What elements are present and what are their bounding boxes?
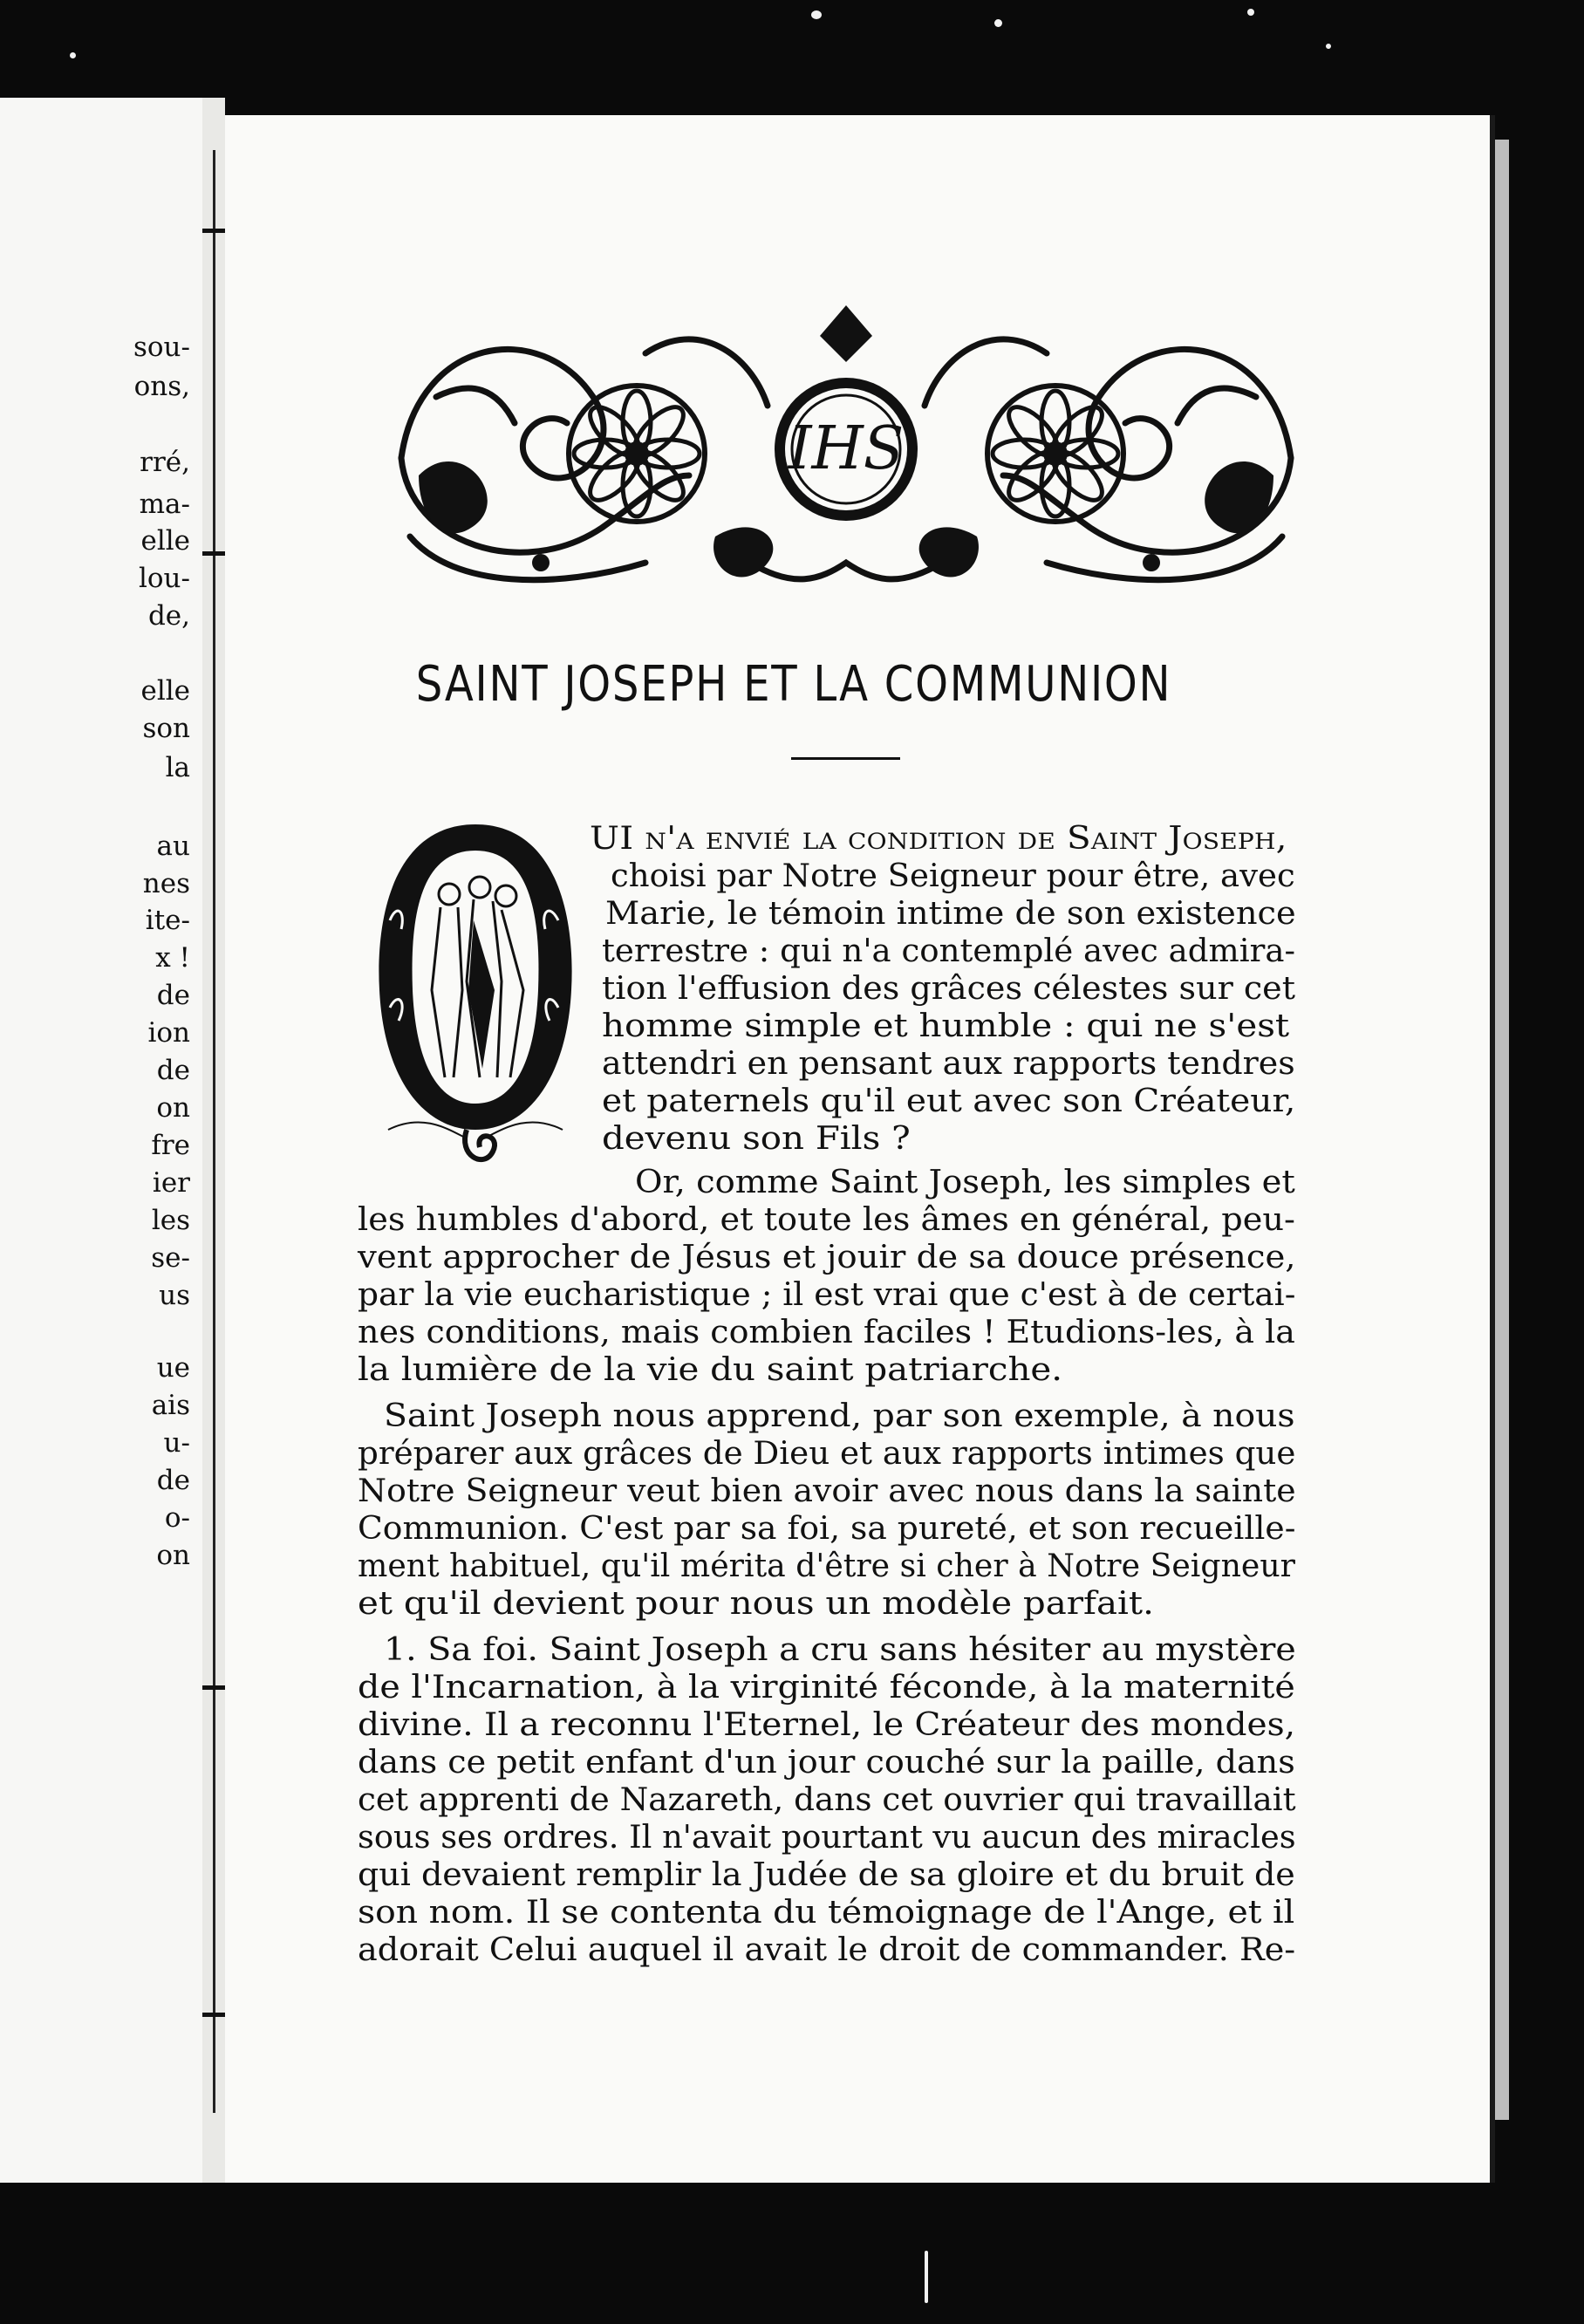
left-page-fragment: elle: [140, 675, 190, 707]
body-line: devenu son Fils ?: [602, 1121, 911, 1157]
left-page-fragment: ue: [156, 1352, 190, 1384]
left-page-fragment: lou-: [138, 563, 190, 594]
binding-stitch: [202, 2013, 225, 2017]
body-line: UI n'a envié la condition de Saint Joseph,: [590, 821, 1287, 857]
left-page-fragment: ier: [152, 1167, 190, 1199]
book-gutter: [202, 98, 225, 2183]
binding-stitch: [202, 551, 225, 556]
body-line: attendri en pensant aux rapports tendres: [602, 1046, 1295, 1082]
left-page-fragment: elle: [140, 525, 190, 557]
body-line: ment habituel, qu'il mérita d'être si cher à Notre Seigneur: [358, 1548, 1295, 1584]
body-line: choisi par Notre Seigneur pour être, avec: [611, 858, 1295, 894]
ihs-monogram: IHS: [788, 414, 905, 483]
binding-stitch: [202, 1685, 225, 1690]
scan-speck: [994, 19, 1002, 27]
left-page-fragment: sou-: [133, 332, 190, 363]
binding-thread: [213, 150, 215, 2113]
left-page-fragment: nes: [142, 868, 190, 899]
left-page-fragment: u-: [163, 1427, 190, 1459]
left-page-fragment: de: [156, 1465, 190, 1496]
page-edge: [1495, 140, 1509, 2120]
ornament-header: [384, 301, 1308, 598]
body-line: Or, comme Saint Joseph, les simples et: [635, 1165, 1295, 1200]
left-page-fragment: de: [156, 980, 190, 1011]
drop-cap-letter: Q: [475, 1021, 476, 1022]
body-line: homme simple et humble : qui ne s'est: [602, 1008, 1290, 1044]
scan-speck: [811, 10, 822, 19]
left-page-fragment: o-: [164, 1502, 190, 1534]
body-line: adorait Celui auquel il avait le droit de commander. Re-: [358, 1932, 1296, 1968]
body-line: et paternels qu'il eut avec son Créateur,: [602, 1083, 1296, 1119]
scan-speck: [1326, 44, 1331, 49]
body-line: terrestre : qui n'a contemplé avec admira-: [602, 933, 1295, 969]
left-page-fragment: son: [142, 713, 190, 744]
body-line: par la vie eucharistique ; il est vrai que c'est à de certai-: [358, 1277, 1296, 1313]
body-line: qui devaient remplir la Judée de sa gloire et du bruit de: [358, 1857, 1295, 1893]
scan-speck: [1247, 9, 1254, 16]
previous-page: [0, 98, 204, 2183]
left-page-fragment: de: [156, 1055, 190, 1086]
body-line: dans ce petit enfant d'un jour couché sur la paille, dans: [358, 1745, 1295, 1781]
left-page-fragment: ons,: [133, 371, 190, 402]
left-page-fragment: se-: [151, 1242, 190, 1274]
body-line: son nom. Il se contenta du témoignage de l'Ange, et il: [358, 1895, 1295, 1931]
body-line: cet apprenti de Nazareth, dans cet ouvrier qui travaillait: [358, 1782, 1296, 1818]
drop-cap-illustration: [371, 816, 580, 1175]
body-line: tion l'effusion des grâces célestes sur cet: [602, 971, 1295, 1007]
left-page-fragment: ais: [151, 1390, 190, 1421]
body-line: nes conditions, mais combien faciles ! Etudions-les, à la: [358, 1315, 1295, 1350]
body-line: vent approcher de Jésus et jouir de sa douce présence,: [358, 1240, 1296, 1275]
left-page-fragment: les: [151, 1205, 190, 1236]
left-page-fragment: ite-: [145, 905, 190, 936]
left-page-fragment: on: [156, 1092, 190, 1124]
title-rule: [791, 757, 900, 760]
body-line: et qu'il devient pour nous un modèle parfait.: [358, 1586, 1154, 1622]
left-page-fragment: on: [156, 1540, 190, 1571]
left-page-fragment: la: [165, 752, 190, 783]
left-page-fragment: au: [156, 830, 190, 862]
left-page-fragment: de,: [147, 600, 190, 632]
left-page-fragment: fre: [151, 1130, 190, 1161]
chapter-title: SAINT JOSEPH ET LA COMMUNION: [415, 656, 1172, 713]
body-line: de l'Incarnation, à la virginité féconde, à la maternité: [358, 1670, 1295, 1705]
left-page-fragment: ion: [147, 1017, 190, 1049]
binding-stitch: [202, 229, 225, 233]
body-line: 1. Sa foi. Saint Joseph a cru sans hésiter au mystère: [384, 1632, 1296, 1668]
body-line: préparer aux grâces de Dieu et aux rapports intimes que: [358, 1436, 1296, 1472]
scan-speck: [70, 52, 76, 58]
body-line: Notre Seigneur veut bien avoir avec nous dans la sainte: [358, 1473, 1296, 1509]
body-line: Marie, le témoin intime de son existence: [605, 896, 1296, 932]
left-page-fragment: ma-: [139, 489, 190, 520]
left-page-fragment: x !: [155, 942, 190, 974]
body-line: sous ses ordres. Il n'avait pourtant vu aucun des miracles: [358, 1820, 1296, 1856]
body-line: Communion. C'est par sa foi, sa pureté, et son recueille-: [358, 1511, 1296, 1547]
left-page-fragment: us: [159, 1280, 190, 1311]
body-line: la lumière de la vie du saint patriarche.: [358, 1352, 1063, 1388]
left-page-fragment: rré,: [140, 447, 190, 478]
ihs-medallion: [775, 378, 918, 521]
scan-speck: [925, 2251, 928, 2303]
body-line: divine. Il a reconnu l'Eternel, le Créateur des mondes,: [358, 1707, 1296, 1743]
body-line: Saint Joseph nous apprend, par son exemple, à nous: [384, 1398, 1295, 1434]
body-line: les humbles d'abord, et toute les âmes en général, peu-: [358, 1202, 1295, 1238]
